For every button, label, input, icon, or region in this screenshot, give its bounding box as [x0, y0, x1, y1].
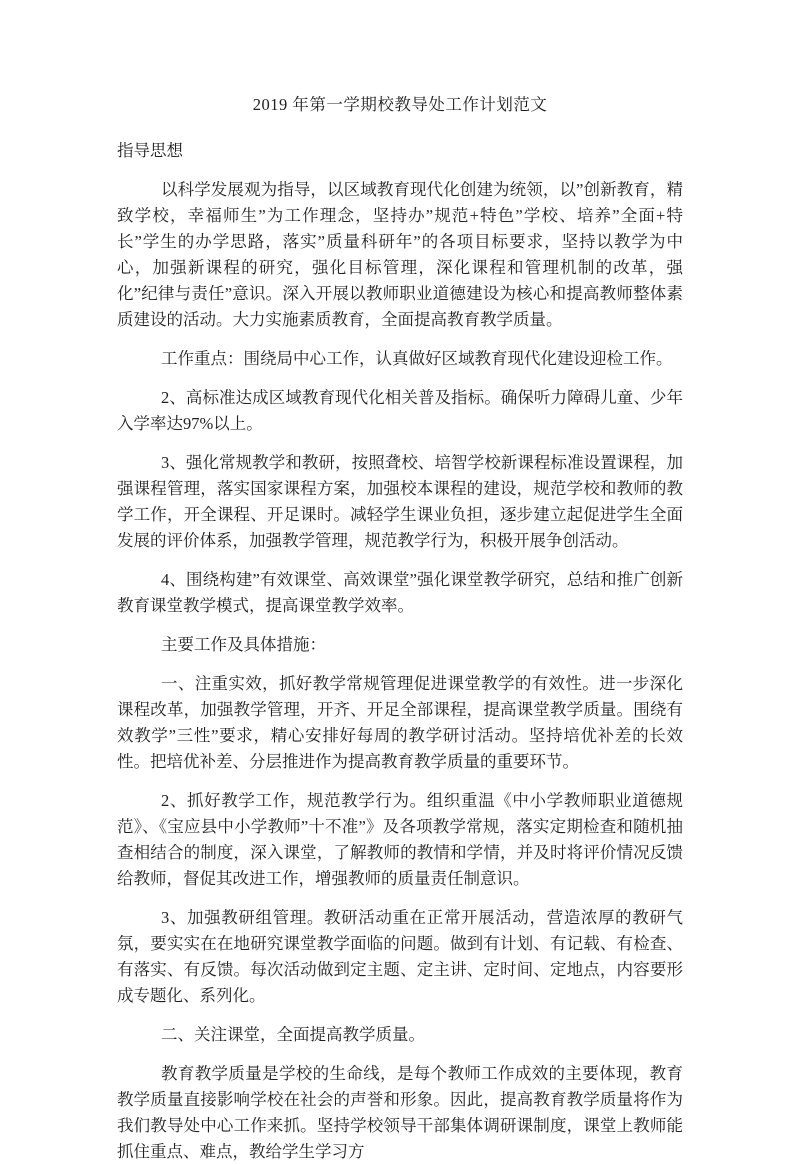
document-title: 2019 年第一学期校教导处工作计划范文	[252, 95, 548, 114]
paragraph: 教育教学质量是学校的生命线，是每个教师工作成效的主要体现，教育教学质量直接影响学校在社会的声誉和形象。因此，提高教育教学质量将作为我们教导处中心工作来抓。坚持学校领导干部集体调研课制度，课堂上教师能抓住重点、难点，教给学生学习方	[117, 1064, 683, 1161]
paragraph: 以科学发展观为指导，以区域教育现代化创建为统领，以”创新教育，精致学校，幸福师生”为工作理念，坚持办”规范+特色”学校、培养”全面+特长”学生的办学思路，落实”质量科研年”的各项目标要求，坚持以教学为中心，加强新课程的研究，强化目标管理，深化课程和管理机制的改革，强化”纪律与责任”意识。深入开展以教师职业道德建设为核心和提高教师整体素质建设的活动。大力实施素质教育，全面提高教育教学质量。	[117, 180, 683, 329]
paragraph: 主要工作及具体措施：	[161, 635, 326, 654]
paragraph: 指导思想	[117, 141, 183, 160]
paragraph: 4、围绕构建”有效课堂、高效课堂”强化课堂教学研究，总结和推广创新教育课堂教学模式，提高课堂教学效率。	[117, 570, 683, 615]
paragraph: 3、强化常规教学和教研，按照聋校、培智学校新课程标准设置课程，加强课程管理，落实国家课程方案，加强校本课程的建设，规范学校和教师的教学工作，开全课程、开足课时。减轻学生课业负担，逐步建立起促进学生全面发展的评价体系，加强教学管理，规范教学行为，积极开展争创活动。	[117, 453, 683, 550]
paragraph: 3、加强教研组管理。教研活动重在正常开展活动，营造浓厚的教研气氛，要实实在在地研究课堂教学面临的问题。做到有计划、有记载、有检查、有落实、有反馈。每次活动做到定主题、定主讲、定时间、定地点，内容要形成专题化、系列化。	[117, 908, 683, 1005]
paragraph: 二、关注课堂，全面提高教学质量。	[161, 1025, 425, 1044]
paragraph: 2、高标准达成区域教育现代化相关普及指标。确保听力障碍儿童、少年入学率达97%以上。	[117, 388, 683, 433]
paragraph: 2、抓好教学工作，规范教学行为。组织重温《中小学教师职业道德规范》、《宝应县中小学教师”十不准”》及各项教学常规，落实定期检查和随机抽查相结合的制度，深入课堂，了解教师的教情和学情，并及时将评价情况反馈给教师，督促其改进工作，增强教师的质量责任制意识。	[117, 791, 683, 888]
document-paragraphs	[117, 138, 683, 1165]
paragraph: 一、注重实效，抓好教学常规管理促进课堂教学的有效性。进一步深化课程改革，加强教学管理，开齐、开足全部课程，提高课堂教学质量。围绕有效教学”三性”要求，精心安排好每周的教学研讨活动。坚持培优补差的长效性。把培优补差、分层推进作为提高教育教学质量的重要环节。	[117, 674, 683, 771]
paragraph: 工作重点：围绕局中心工作，认真做好区域教育现代化建设迎检工作。	[161, 349, 673, 368]
